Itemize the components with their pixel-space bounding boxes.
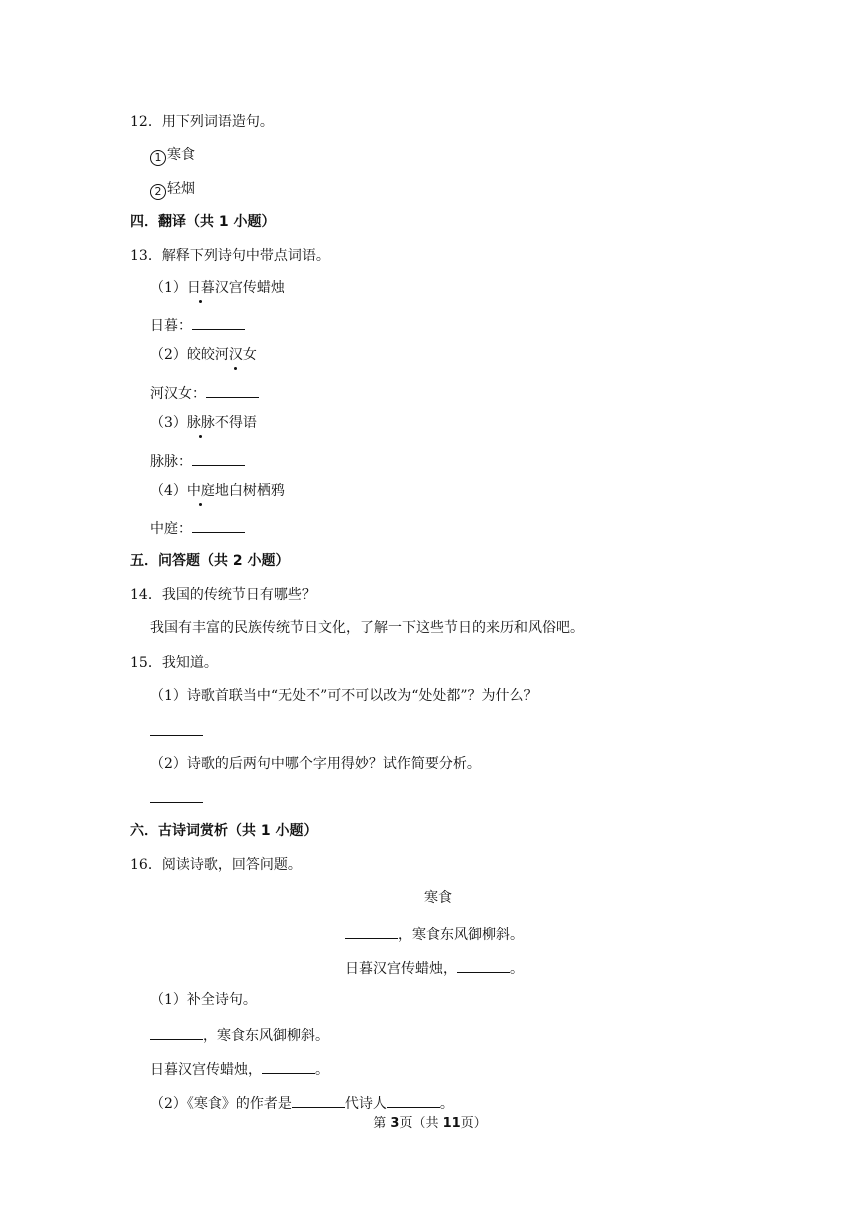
answer-blank[interactable] [150, 802, 203, 803]
answer-line-1 [150, 315, 245, 335]
poem-title: 寒食 [424, 890, 452, 906]
dotted-word: 日暮 [186, 280, 215, 296]
section-title-poetry: 六．古诗词赏析（共 1 小题） [130, 823, 318, 839]
footer-text: 页） [460, 1116, 487, 1131]
question-12-item-2 [150, 180, 195, 200]
fill-line-2 [150, 1059, 329, 1079]
answer-label: 中庭： [150, 521, 192, 537]
circled-number: 1 [150, 150, 166, 166]
question-13-part-4 [150, 482, 285, 500]
footer-text: 第 [373, 1116, 391, 1131]
poem-line-1 [345, 924, 524, 944]
poem-text: 日暮汉宫传蜡烛， [345, 961, 457, 977]
question-12-stem: 12．用下列词语造句。 [130, 114, 274, 130]
answer-label: 河汉女： [150, 386, 206, 402]
answer-label: 日暮： [150, 318, 192, 334]
section-title-translation: 四．翻译（共 1 小题） [130, 214, 276, 230]
question-text: 代诗人 [344, 1096, 387, 1112]
answer-blank[interactable] [262, 1059, 315, 1074]
line-text: 汉宫传蜡烛 [214, 280, 285, 296]
question-13-part-1 [150, 279, 285, 297]
poem-text: ，寒食东风御柳斜。 [398, 927, 524, 943]
total-pages: 11 [442, 1116, 461, 1131]
circled-number: 2 [150, 184, 166, 200]
question-16-part-1: （1）补全诗句。 [150, 992, 257, 1008]
poem-line-2 [345, 958, 524, 978]
question-15-stem: 15．我知道。 [130, 655, 218, 671]
poem-text: ，寒食东风御柳斜。 [203, 1028, 329, 1044]
question-16-stem: 16．阅读诗歌，回答问题。 [130, 857, 302, 873]
section-title-qa: 五．问答题（共 2 小题） [130, 553, 290, 569]
poem-text: 。 [510, 961, 524, 977]
question-text: 。 [439, 1096, 454, 1112]
question-13-stem: 13．解释下列诗句中带点词语。 [130, 248, 330, 264]
item-word: 轻烟 [167, 181, 195, 197]
dotted-word: 脉脉 [186, 415, 215, 431]
poem-text: 日暮汉宫传蜡烛， [150, 1062, 262, 1078]
part-index: （4） [150, 483, 187, 499]
question-12-item-1 [150, 146, 195, 166]
footer-text: 页（共 [399, 1116, 443, 1131]
dotted-word: 中庭 [186, 483, 215, 499]
answer-blank[interactable] [192, 451, 245, 466]
answer-blank[interactable] [150, 1025, 203, 1040]
page-footer [0, 1112, 860, 1131]
answer-label: 脉脉： [150, 454, 192, 470]
answer-blank[interactable] [150, 735, 203, 736]
poem-text: 。 [315, 1062, 329, 1078]
question-text: （2）《寒食》的作者是 [150, 1096, 292, 1112]
part-index: （1） [150, 280, 187, 296]
question-15-part-2: （2）诗歌的后两句中哪个字用得妙？试作简要分析。 [150, 756, 481, 772]
answer-blank[interactable] [292, 1093, 345, 1108]
question-14-stem: 14．我国的传统节日有哪些？ [130, 587, 316, 603]
answer-blank[interactable] [192, 315, 245, 330]
answer-blank[interactable] [457, 958, 510, 973]
answer-blank[interactable] [206, 383, 259, 398]
question-13-part-3 [150, 414, 257, 432]
line-text: 不得语 [214, 415, 257, 431]
answer-blank[interactable] [192, 518, 245, 533]
question-14-desc: 我国有丰富的民族传统节日文化，了解一下这些节日的来历和风俗吧。 [150, 620, 584, 636]
question-13-part-2 [150, 346, 257, 364]
dotted-word: 河汉女 [214, 347, 257, 363]
fill-line-1 [150, 1025, 329, 1045]
part-index: （2） [150, 347, 187, 363]
answer-line-4 [150, 518, 245, 538]
part-index: （3） [150, 415, 187, 431]
question-15-part-1: （1）诗歌首联当中“无处不”可不可以改为“处处都”？为什么？ [150, 688, 538, 704]
answer-blank[interactable] [345, 924, 398, 939]
answer-line-3 [150, 451, 245, 471]
answer-blank[interactable] [387, 1093, 440, 1108]
question-16-part-2 [150, 1093, 454, 1113]
answer-line-2 [150, 383, 259, 403]
item-word: 寒食 [167, 147, 195, 163]
line-text: 皎皎 [186, 347, 215, 363]
line-text: 地白树栖鸦 [214, 483, 285, 499]
page-number: 3 [390, 1116, 400, 1131]
